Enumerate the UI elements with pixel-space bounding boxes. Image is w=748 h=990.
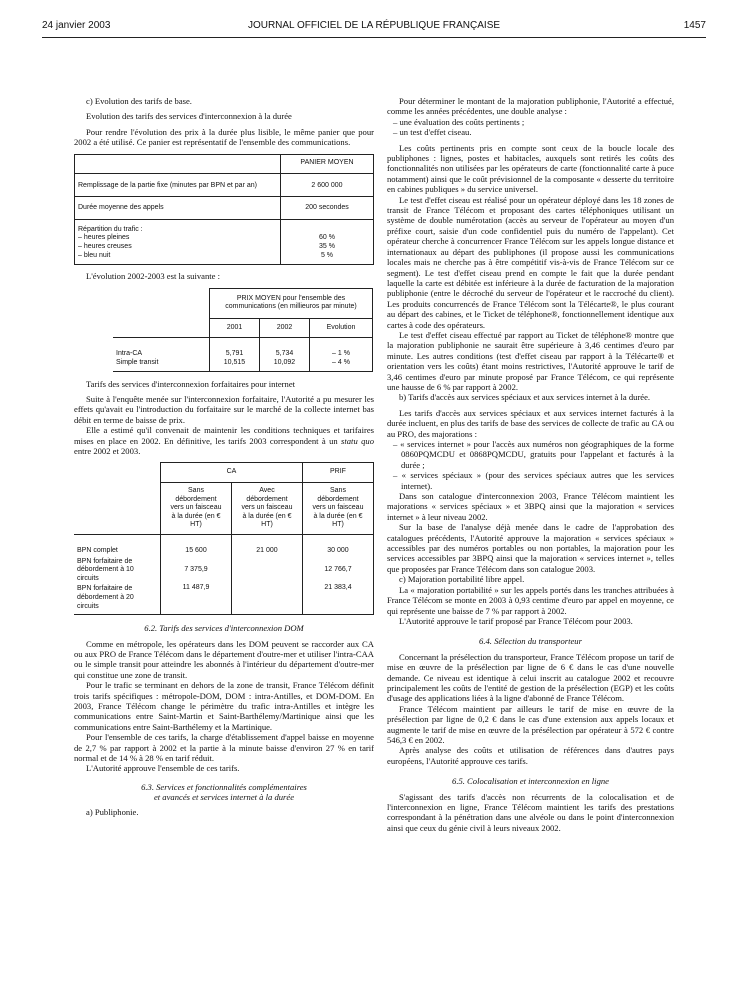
- table-cell: 2 600 000: [281, 173, 374, 197]
- column-header: Evolution: [310, 318, 373, 338]
- row-label: Intra-CA: [116, 350, 143, 358]
- cell-value: 5,734: [275, 350, 294, 358]
- paragraph: Comme en métropole, les opérateurs dans les DOM peuvent se raccorder aux CA ou aux PRO de France Télécom dans le département d'outre-mer et utiliser l'intra-CAA ou le simple transit pour atteindre les abonnés à l'intérieur du département d'outre-mer qui constitue une zone de transit.: [74, 638, 374, 680]
- paragraph: Pour déterminer le montant de la majoration publiphonie, l'Autorité a effectué, comme les années précédentes, une double analyse :: [387, 96, 674, 117]
- column-header: 2001: [210, 318, 260, 338]
- page-header: [42, 20, 706, 36]
- section-heading: 6.5. Colocalisation et interconnexion en ligne: [452, 776, 609, 787]
- table-cell: [161, 534, 232, 614]
- paragraph: Pour rendre l'évolution des prix à la durée plus lisible, le même panier que pour 2002 a été utilisé. Ce panier est représentatif de l'ensemble des communications.: [74, 126, 374, 148]
- paragraph: L'Autorité approuve l'ensemble de ces tarifs.: [86, 763, 240, 774]
- table-cell: [74, 463, 161, 483]
- table-cell: [260, 338, 310, 371]
- text-run: statu quo: [341, 435, 374, 446]
- right-column: [387, 96, 674, 833]
- cell-value: 30 000: [327, 546, 349, 554]
- table-header: CA: [161, 463, 303, 483]
- paragraph: Suite à l'enquête menée sur l'interconnexion forfaitaire, l'Autorité a pu mesurer les effets qu'avait eu l'introduction du forfaitaire sur le marché de la collecte internet bas débit en terme de baisse de prix.: [74, 393, 374, 425]
- basket-table: [74, 154, 374, 266]
- list-item: – « services internet » pour l'accès aux numéros non géographiques de la forme 0860PQMCDU et 0868PQMCDU, gratuits pour l'appelant et facturés à la durée ;: [393, 439, 674, 470]
- row-label: – heures pleines: [78, 234, 130, 242]
- table-cell: [75, 154, 281, 173]
- cell-value: 11 487,9: [182, 584, 210, 592]
- table-header: PRIX MOYEN pour l'ensemble des communications (en millieuros par minute): [210, 288, 373, 318]
- list-item: – un test d'effet ciseau.: [393, 127, 472, 138]
- row-label: Simple transit: [116, 358, 159, 366]
- paragraph: Après analyse des coûts et utilisation de références dans d'autres pays européens, l'Autorité approuve ces tarifs.: [387, 745, 674, 766]
- table-cell: [310, 338, 373, 371]
- list: [387, 117, 674, 138]
- cell-value: 15 600: [185, 546, 207, 554]
- paragraph: Evolution des tarifs des services d'interconnexion à la durée: [86, 111, 292, 122]
- heading-line: et avancés et services internet à la durée: [153, 792, 295, 803]
- header-rule: [42, 37, 706, 38]
- list-item: – « services spéciaux » (pour des services spéciaux autres que les services internet).: [393, 470, 674, 491]
- page-number: 1457: [683, 20, 706, 31]
- row-label: BPN complet: [77, 546, 118, 554]
- table-row: [75, 173, 374, 197]
- flat-rate-table: [74, 462, 374, 615]
- row-label: BPN forfaitaire de débordement à 10 circuits: [77, 557, 134, 582]
- table-cell: [74, 534, 161, 614]
- table-cell: [281, 219, 374, 264]
- list: [387, 439, 674, 491]
- paragraph: Pour l'ensemble de ces tarifs, la charge d'établissement d'appel baisse en moyenne de 2,7 % par rapport à 2002 et la partie à la minute baisse d'environ 27 % en tarif normal et de 14 % à 28 % en tarif réduit.: [74, 732, 374, 763]
- paragraph: L'évolution 2002-2003 est la suivante :: [86, 271, 221, 282]
- heading-line: 6.3. Services et fonctionnalités complémentaires: [141, 781, 307, 792]
- cell-value: 12 766,7: [324, 565, 352, 573]
- journal-title: JOURNAL OFFICIEL DE LA RÉPUBLIQUE FRANÇAISE: [247, 20, 501, 31]
- table-cell: [113, 318, 210, 338]
- paragraph: c) Evolution des tarifs de base.: [86, 96, 192, 106]
- cell-value: 21 383,4: [324, 584, 352, 592]
- paragraph: Le test d'effet ciseau est réalisé pour un opérateur déployé dans les 18 zones de transit de France Télécom et proposant des cartes téléphoniques utilisant un système de double numérotation (accès au serveur de l'opérateur au moyen d'un préfixe court, saisie d'un code confidentiel puis du numéro de l'appelant). Cet opérateur cherche à concurrencer France Télécom sur les appels longue distance et internationaux au départ des publiphones (il propose aussi les communications locales mais ne cherche pas à être compétitif vis-à-vis de France Télécom sur ce segment). Le test d'effet ciseau prend en compte le fait que la durée pendant laquelle la carte est débitée est inférieure à la durée de facturation de la majoration publiphonie (entre le décroché du serveur de l'opérateur et le raccroché du client). Les produits concurrencés de France Télécom sont la Télécarte®, le plus courant au départ des cabines, et le Ticket de téléphone®, fonctionnellement identique aux cartes à code des opérateurs.: [387, 194, 674, 330]
- table-row: [75, 219, 374, 264]
- row-label: – bleu nuit: [78, 251, 111, 259]
- paragraph: b) Tarifs d'accès aux services spéciaux et aux services internet à la durée.: [399, 392, 651, 403]
- paragraph: Tarifs des services d'interconnexion forfaitaires pour internet: [86, 378, 296, 389]
- table-cell: Durée moyenne des appels: [75, 197, 281, 220]
- left-column: [74, 96, 374, 817]
- cell-value: 7 375,9: [184, 565, 208, 573]
- cell-value: 10,092: [273, 358, 296, 366]
- column-header: 2002: [260, 318, 310, 338]
- row-label: Répartition du trafic :: [78, 225, 143, 233]
- paragraph: Les tarifs d'accès aux services spéciaux et aux services internet facturés à la durée incluent, en plus des tarifs de base des services de collecte de trafic au CA ou au PRO, des majorations :: [387, 407, 674, 439]
- cell-value: – 4 %: [332, 358, 350, 366]
- row-value: 60 %: [319, 234, 335, 242]
- text-run: Elle a estimé qu'il convenait de maintenir les conditions techniques et tarifaires mises en place en 2002. En définitive, les tarifs 2003 correspondent à un: [74, 425, 374, 446]
- table-cell: [74, 483, 161, 535]
- list-item: – une évaluation des coûts pertinents ;: [393, 116, 525, 127]
- column-header: Avec débordement vers un faisceau à la durée (en € HT): [232, 483, 303, 535]
- paragraph: Le test d'effet ciseau effectué par rapport au Ticket de téléphone® montre que la majoration publiphonie ne saurait être supérieure à 3,46 centimes d'euro par minute. Les autres conditions (test d'effet ciseau par rapport à la Télécarte® et orientation vers les coûts) étant moins restrictives, l'Autorité approuve le tarif de 3,46 centimes d'euro par minute proposé par France Télécom, ce qui représente une hausse de 6 % par rapport à 2002.: [387, 329, 674, 392]
- row-label: BPN forfaitaire de débordement à 20 circuits: [77, 585, 134, 610]
- paragraph: La « majoration portabilité » sur les appels portés dans les tranches attribuées à France Télécom se monte en 2003 à 0,93 centime d'euro par appel en moyenne, ce qui représente une baisse de 7 % par rapport à 2002.: [387, 584, 674, 616]
- section-heading: 6.4. Sélection du transporteur: [479, 636, 582, 647]
- table-cell: [113, 288, 210, 318]
- table-header: PANIER MOYEN: [281, 154, 374, 173]
- paragraph: L'Autorité approuve le tarif proposé par France Télécom pour 2003.: [399, 615, 633, 626]
- cell-value: 5,791: [225, 350, 244, 358]
- column-header: Sans débordement vers un faisceau à la durée (en € HT): [161, 483, 232, 535]
- column-header: Sans débordement vers un faisceau à la durée (en € HT): [302, 483, 373, 535]
- paragraph: Sur la base de l'analyse déjà menée dans le cadre de l'approbation des catalogues précédents, l'Autorité approuve la majoration « services spéciaux » accessibles par des numéros portables ou non portables, la majoration pour les services accessibles par 3BPQ ainsi que la majoration « services internet », telles que proposées par France Télécom dans son catalogue 2003.: [387, 522, 674, 574]
- table-cell: [210, 338, 260, 371]
- table-header: PRIF: [302, 463, 373, 483]
- row-label: – heures creuses: [78, 243, 132, 250]
- row-value: 5 %: [320, 251, 334, 259]
- paragraph: France Télécom maintient par ailleurs le tarif de mise en œuvre de la présélection par ligne de 0,2 € dans le cas d'une extension aux appels locaux et augmente le tarif de mise en œuvre de la présélection par opérateur à 572 € contre 546,3 € en 2002.: [387, 703, 674, 745]
- section-heading: [74, 782, 374, 803]
- row-value: 35 %: [319, 243, 335, 250]
- table-row: [113, 338, 373, 371]
- paragraph: Concernant la présélection du transporteur, France Télécom propose un tarif de mise en œuvre de la présélection par ligne de 6 € dans le cas d'une nouvelle demande. Ce niveau est identique à celui inscrit au catalogue 2002 et recouvre principalement les coûts de l'entité de gestion de la présélection (EGP) et les coûts d'usage des applications liées à la ligne d'abonné de France Télécom.: [387, 651, 674, 704]
- cell-value: 10,515: [223, 358, 246, 366]
- paragraph: c) Majoration portabilité libre appel.: [399, 574, 525, 585]
- table-cell: [232, 534, 303, 614]
- paragraph: Dans son catalogue d'interconnexion 2003, France Télécom maintient les majorations « services spéciaux » et 3BPQ ainsi que la majoration « services internet » à leur niveau 2002.: [387, 491, 674, 522]
- table-row: [74, 534, 374, 614]
- table-row: [75, 197, 374, 220]
- text-run: entre 2002 et 2003.: [74, 446, 141, 456]
- table-cell: [75, 219, 281, 264]
- table-cell: [302, 534, 373, 614]
- section-heading: 6.2. Tarifs des services d'interconnexion DOM: [144, 623, 304, 634]
- table-cell: 200 secondes: [281, 197, 374, 220]
- paragraph: Pour le trafic se terminant en dehors de la zone de transit, France Télécom définit trois tarifs spécifiques : métropole-DOM, DOM : intra-Antilles, et DOM-DOM. En 2003, France Télécom change le périmètre du trafic intra-Antilles et intègre les communications entre Saint-Martin et Saint-Barthélemy/Martinique ainsi que les communications entre Saint-Barthélemy et la Martinique.: [74, 680, 374, 732]
- header-date: 24 janvier 2003: [42, 20, 111, 31]
- table-cell: [113, 338, 210, 371]
- cell-value: – 1 %: [332, 350, 350, 358]
- paragraph: S'agissant des tarifs d'accès non récurrents de la colocalisation et de l'interconnexion en ligne, France Télécom maintient les tarifs des prestations correspondant à la pénétration dans une alvéole ou dans le point d'interconnexion ainsi que ceux du génie civil à leurs niveaux 2002.: [387, 791, 674, 833]
- cell-value: 21 000: [256, 546, 278, 554]
- table-cell: Remplissage de la partie fixe (minutes par BPN et par an): [75, 173, 281, 197]
- price-evolution-table: [113, 288, 373, 372]
- paragraph: [74, 425, 374, 456]
- paragraph: Les coûts pertinents pris en compte sont ceux de la boucle locale des publiphones : lignes, postes et habitacles, auxquels sont retirés les coûts des fonctionnalités non utilisées par les opérateurs de carte (fonctionnalité carte à puce notamment) ainsi que le coût prévisionnel de la composante « desserte du territoire en cabines publiques » du service universel.: [387, 142, 674, 195]
- paragraph: a) Publiphonie.: [86, 806, 139, 817]
